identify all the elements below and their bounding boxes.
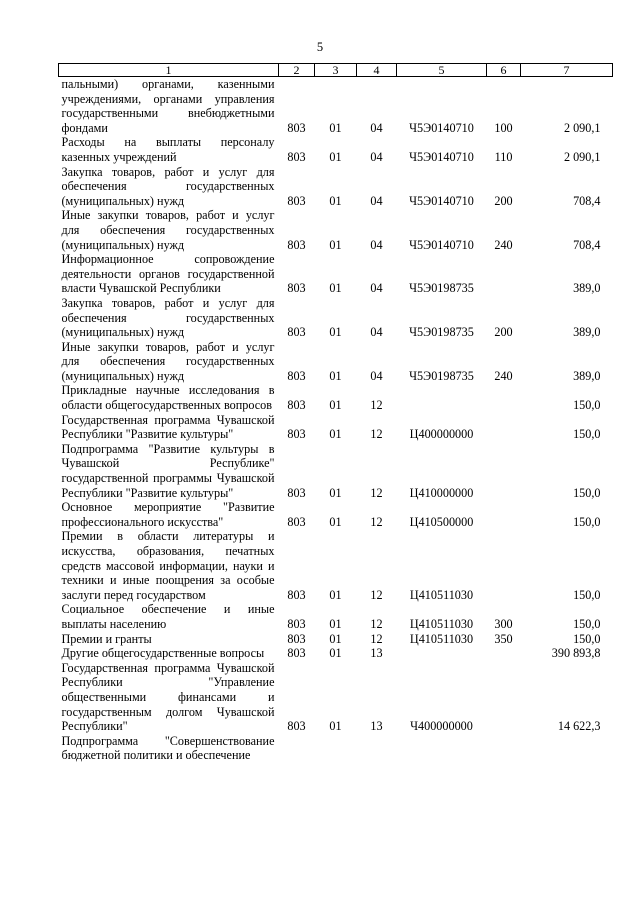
- row-gr-cell: 803: [287, 616, 306, 631]
- row-pr-cell: 04: [370, 193, 383, 208]
- row-csr-cell: Ц410000000: [409, 485, 474, 500]
- row-gr-cell: 803: [287, 398, 306, 413]
- row-sum-cell: 150,0: [573, 398, 601, 413]
- table-row: [59, 383, 613, 412]
- row-gr-cell: [279, 734, 315, 763]
- row-rz-cell: 01: [329, 631, 342, 646]
- row-gr-cell: 803: [287, 646, 306, 661]
- row-sum-cell: 150,0: [573, 485, 601, 500]
- row-rz-cell: 01: [329, 368, 342, 383]
- column-header-4: 4: [357, 64, 397, 77]
- row-name-cell: Премии в области литературы и искусства, образования, печатных средств массовой информации, науки и техники и иные поощрения за особые заслуги перед государством: [61, 529, 275, 602]
- column-header-1: 1: [59, 64, 279, 77]
- row-csr-cell: Ч5Э0140710: [409, 193, 474, 208]
- row-rz-cell: 01: [329, 325, 342, 340]
- row-pr-cell: 13: [370, 719, 383, 734]
- row-csr-cell: Ч400000000: [410, 719, 473, 734]
- row-name-cell: Иные закупки товаров, работ и услуг для обеспечения государственных (муниципальных) нужд: [61, 208, 275, 252]
- row-rz-cell: 01: [329, 646, 342, 661]
- table-row: [59, 500, 613, 529]
- table-row: [59, 252, 613, 296]
- row-gr-cell: 803: [287, 193, 306, 208]
- row-pr-cell: 12: [370, 398, 383, 413]
- row-csr-cell: Ч5Э0140710: [409, 149, 474, 164]
- row-sum-cell: 2 090,1: [563, 149, 601, 164]
- row-rz-cell: [315, 734, 357, 763]
- table-body: [59, 77, 613, 763]
- header-row: [59, 64, 613, 77]
- row-gr-cell: 803: [287, 631, 306, 646]
- row-sum-cell: 390 893,8: [551, 646, 601, 661]
- row-rz-cell: 01: [329, 149, 342, 164]
- page-number: 5: [316, 40, 324, 54]
- row-csr-cell: Ц400000000: [409, 427, 474, 442]
- row-gr-cell: 803: [287, 719, 306, 734]
- row-vr-cell: [487, 442, 521, 500]
- row-name-cell: Закупка товаров, работ и услуг для обеспечения государственных (муниципальных) нужд: [61, 295, 275, 340]
- row-sum-cell: 150,0: [573, 631, 601, 646]
- row-csr-cell: [397, 383, 487, 412]
- row-vr-cell: 200: [494, 193, 513, 208]
- row-name-cell: Премии и гранты: [61, 631, 152, 646]
- row-gr-cell: 803: [287, 237, 306, 252]
- row-rz-cell: 01: [329, 237, 342, 252]
- row-sum-cell: 150,0: [573, 587, 601, 602]
- row-csr-cell: [397, 646, 487, 661]
- row-pr-cell: 04: [370, 120, 383, 135]
- row-rz-cell: 01: [329, 193, 342, 208]
- table-row: [59, 340, 613, 384]
- row-csr-cell: Ч5Э0198735: [409, 281, 474, 296]
- row-csr-cell: Ч5Э0140710: [409, 120, 474, 135]
- column-header-6: 6: [487, 64, 521, 77]
- column-header-2: 2: [279, 64, 315, 77]
- budget-table: [58, 63, 613, 763]
- row-pr-cell: 04: [370, 325, 383, 340]
- table-row: [59, 529, 613, 602]
- row-gr-cell: 803: [287, 368, 306, 383]
- row-sum-cell: 708,4: [573, 237, 601, 252]
- table-row: [59, 646, 613, 661]
- row-name-cell: Другие общегосударственные вопросы: [61, 646, 265, 661]
- row-csr-cell: [397, 734, 487, 763]
- row-csr-cell: Ц410511030: [409, 631, 474, 646]
- row-csr-cell: Ч5Э0198735: [409, 368, 474, 383]
- row-gr-cell: 803: [287, 514, 306, 529]
- row-csr-cell: Ц410500000: [409, 514, 474, 529]
- row-name-cell: Подпрограмма "Развитие культуры в Чувашской Республике" государственной программы Чувашской Республики "Развитие культуры": [61, 441, 275, 500]
- column-header-5: 5: [397, 64, 487, 77]
- row-rz-cell: 01: [329, 281, 342, 296]
- row-vr-cell: 100: [494, 120, 513, 135]
- row-vr-cell: 110: [494, 149, 513, 164]
- row-csr-cell: Ч5Э0198735: [409, 325, 474, 340]
- row-name-cell: пальными) органами, казенными учреждениями, органами управления государственными внебюджетными фондами: [61, 77, 275, 135]
- row-sum-cell: 389,0: [573, 368, 601, 383]
- row-vr-cell: [487, 500, 521, 529]
- row-sum-cell: 14 622,3: [557, 719, 601, 734]
- row-name-cell: Иные закупки товаров, работ и услуг для обеспечения государственных (муниципальных) нужд: [61, 339, 275, 383]
- table-row: [59, 413, 613, 442]
- row-csr-cell: Ч5Э0140710: [409, 237, 474, 252]
- row-pr-cell: [357, 734, 397, 763]
- row-gr-cell: 803: [287, 485, 306, 500]
- row-gr-cell: 803: [287, 281, 306, 296]
- row-sum-cell: 150,0: [573, 427, 601, 442]
- row-gr-cell: 803: [287, 325, 306, 340]
- row-rz-cell: 01: [329, 427, 342, 442]
- row-name-cell: Государственная программа Чувашской Республики "Развитие культуры": [61, 412, 275, 442]
- row-rz-cell: 01: [329, 719, 342, 734]
- column-header-7: 7: [521, 64, 613, 77]
- table-row: [59, 135, 613, 164]
- row-sum-cell: 2 090,1: [563, 120, 601, 135]
- row-sum-cell: 150,0: [573, 616, 601, 631]
- row-rz-cell: 01: [329, 514, 342, 529]
- row-csr-cell: Ц410511030: [409, 587, 474, 602]
- row-sum-cell: 150,0: [573, 514, 601, 529]
- table-row: [59, 602, 613, 631]
- table-row: [59, 442, 613, 500]
- table-row: [59, 734, 613, 763]
- row-rz-cell: 01: [329, 616, 342, 631]
- row-rz-cell: 01: [329, 587, 342, 602]
- table-row: [59, 632, 613, 647]
- row-vr-cell: [487, 661, 521, 734]
- table-row: [59, 208, 613, 252]
- row-vr-cell: 300: [494, 616, 513, 631]
- row-name-cell: Государственная программа Чувашской Республики "Управление общественными финансами и государственным долгом Чувашской Республики": [61, 660, 275, 734]
- table-row: [59, 296, 613, 340]
- row-rz-cell: 01: [329, 485, 342, 500]
- row-name-cell: Подпрограмма "Совершенствование бюджетной политики и обеспечение: [61, 733, 275, 763]
- row-vr-cell: 240: [494, 237, 513, 252]
- row-name-cell: Закупка товаров, работ и услуг для обеспечения государственных (муниципальных) нужд: [61, 164, 275, 208]
- table-header: [59, 64, 613, 77]
- row-pr-cell: 12: [370, 587, 383, 602]
- row-vr-cell: 240: [494, 368, 513, 383]
- row-vr-cell: [487, 383, 521, 412]
- row-name-cell: Основное мероприятие "Развитие профессионального искусства": [61, 500, 275, 529]
- row-vr-cell: [487, 413, 521, 442]
- table-row: [59, 77, 613, 136]
- row-vr-cell: [487, 252, 521, 296]
- row-sum-cell: 389,0: [573, 281, 601, 296]
- row-vr-cell: [487, 529, 521, 602]
- table-row: [59, 165, 613, 209]
- row-sum-cell: 389,0: [573, 325, 601, 340]
- row-gr-cell: 803: [287, 427, 306, 442]
- row-vr-cell: [487, 734, 521, 763]
- row-pr-cell: 04: [370, 237, 383, 252]
- row-rz-cell: 01: [329, 398, 342, 413]
- row-pr-cell: 12: [370, 485, 383, 500]
- row-pr-cell: 12: [370, 631, 383, 646]
- row-gr-cell: 803: [287, 587, 306, 602]
- row-vr-cell: 200: [494, 325, 513, 340]
- row-vr-cell: [487, 646, 521, 661]
- row-pr-cell: 12: [370, 616, 383, 631]
- table-row: [59, 661, 613, 734]
- row-pr-cell: 12: [370, 427, 383, 442]
- row-name-cell: Прикладные научные исследования в области общегосударственных вопросов: [61, 383, 275, 413]
- row-sum-cell: [521, 734, 613, 763]
- row-name-cell: Расходы на выплаты персоналу казенных учреждений: [61, 135, 275, 164]
- row-sum-cell: 708,4: [573, 193, 601, 208]
- row-name-cell: Информационное сопровождение деятельности органов государственной власти Чувашской Республики: [61, 252, 275, 296]
- row-gr-cell: 803: [287, 149, 306, 164]
- row-pr-cell: 12: [370, 514, 383, 529]
- row-csr-cell: Ц410511030: [409, 616, 474, 631]
- row-name-cell: Социальное обеспечение и иные выплаты населению: [61, 602, 275, 631]
- row-pr-cell: 13: [370, 646, 383, 661]
- row-gr-cell: 803: [287, 120, 306, 135]
- column-header-3: 3: [315, 64, 357, 77]
- row-rz-cell: 01: [329, 120, 342, 135]
- row-pr-cell: 04: [370, 368, 383, 383]
- row-pr-cell: 04: [370, 149, 383, 164]
- row-pr-cell: 04: [370, 281, 383, 296]
- row-vr-cell: 350: [494, 631, 513, 646]
